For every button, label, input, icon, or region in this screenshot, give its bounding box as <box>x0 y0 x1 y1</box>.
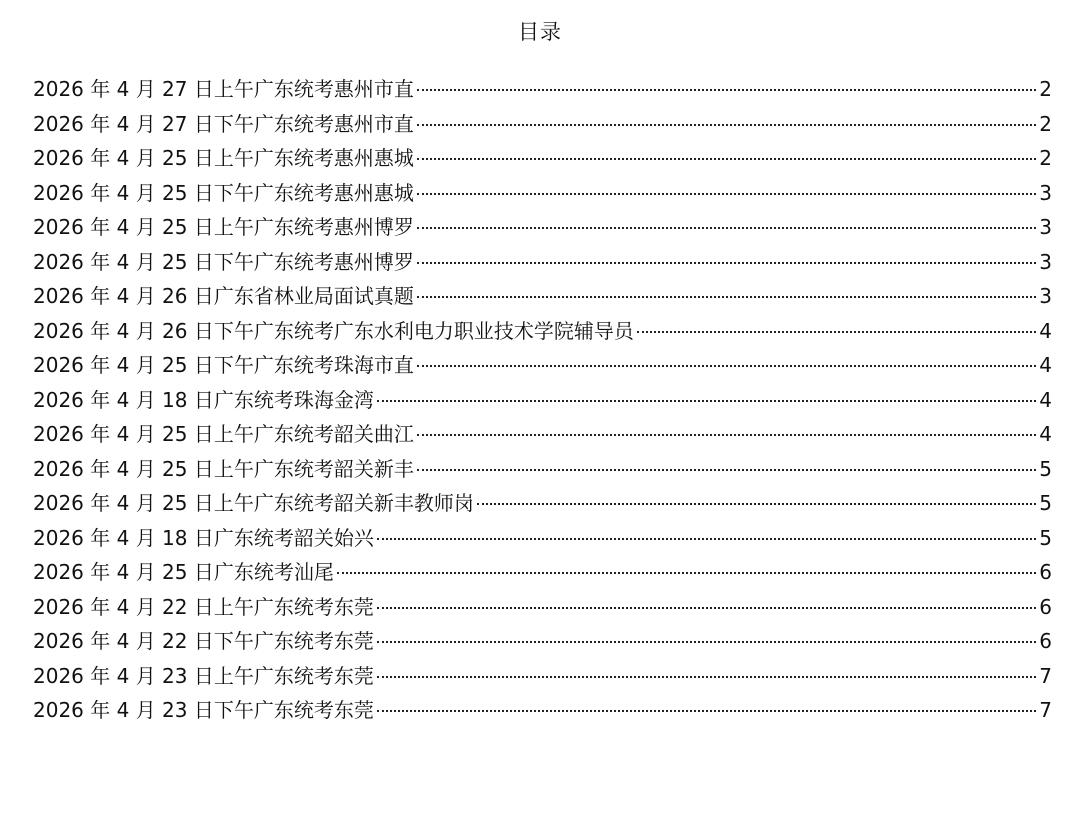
toc-page-number[interactable]: 4 <box>1039 318 1052 343</box>
dot-leader <box>377 400 1036 402</box>
toc-entry[interactable] <box>33 555 1052 590</box>
dot-leader <box>417 296 1036 298</box>
table-of-contents <box>33 72 1052 728</box>
toc-page-number[interactable]: 4 <box>1039 422 1052 446</box>
toc-entry-title[interactable]: 2026 年 4 月 26 日下午广东统考广东水利电力职业技术学院辅导员 <box>33 318 634 343</box>
toc-page-number[interactable]: 7 <box>1039 663 1052 688</box>
toc-page-number[interactable]: 3 <box>1039 180 1052 205</box>
toc-entry-title[interactable]: 2026 年 4 月 25 日广东统考汕尾 <box>33 560 334 584</box>
toc-entry[interactable] <box>33 176 1052 211</box>
toc-entry[interactable] <box>33 417 1052 452</box>
toc-entry-title[interactable]: 2026 年 4 月 25 日下午广东统考惠州博罗 <box>33 249 414 274</box>
toc-page-number[interactable]: 2 <box>1039 146 1052 170</box>
dot-leader <box>377 607 1036 609</box>
toc-entry-title[interactable]: 2026 年 4 月 27 日上午广东统考惠州市直 <box>33 77 414 101</box>
toc-entry[interactable] <box>33 624 1052 659</box>
dot-leader <box>417 434 1036 436</box>
toc-page-number[interactable]: 5 <box>1039 491 1052 515</box>
toc-page-number[interactable]: 7 <box>1039 698 1052 722</box>
toc-entry-title[interactable]: 2026 年 4 月 18 日广东统考韶关始兴 <box>33 525 374 550</box>
toc-entry-title[interactable]: 2026 年 4 月 25 日上午广东统考惠州惠城 <box>33 146 414 170</box>
toc-entry-title[interactable]: 2026 年 4 月 25 日下午广东统考珠海市直 <box>33 353 414 377</box>
dot-leader <box>417 365 1036 367</box>
toc-entry[interactable] <box>33 245 1052 280</box>
toc-entry[interactable] <box>33 521 1052 556</box>
dot-leader <box>337 572 1036 574</box>
toc-entry-title[interactable]: 2026 年 4 月 26 日广东省林业局面试真题 <box>33 284 414 308</box>
toc-entry[interactable] <box>33 210 1052 245</box>
dot-leader <box>637 331 1036 333</box>
dot-leader <box>377 676 1036 678</box>
toc-page-number[interactable]: 5 <box>1039 456 1052 481</box>
toc-page-number[interactable]: 4 <box>1039 353 1052 377</box>
toc-entry[interactable] <box>33 486 1052 521</box>
dot-leader <box>417 227 1036 229</box>
toc-page-number[interactable]: 6 <box>1039 560 1052 584</box>
toc-entry-title[interactable]: 2026 年 4 月 27 日下午广东统考惠州市直 <box>33 111 414 136</box>
toc-entry[interactable] <box>33 348 1052 383</box>
toc-entry[interactable] <box>33 72 1052 107</box>
toc-entry-title[interactable]: 2026 年 4 月 23 日上午广东统考东莞 <box>33 663 374 688</box>
dot-leader <box>417 193 1036 195</box>
toc-entry-title[interactable]: 2026 年 4 月 25 日下午广东统考惠州惠城 <box>33 180 414 205</box>
toc-entry-title[interactable]: 2026 年 4 月 22 日上午广东统考东莞 <box>33 594 374 619</box>
toc-entry-title[interactable]: 2026 年 4 月 18 日广东统考珠海金湾 <box>33 387 374 412</box>
toc-page-number[interactable]: 4 <box>1039 387 1052 412</box>
dot-leader <box>377 538 1036 540</box>
toc-entry-title[interactable]: 2026 年 4 月 25 日上午广东统考韶关曲江 <box>33 422 414 446</box>
toc-page-number[interactable]: 5 <box>1039 525 1052 550</box>
toc-entry[interactable] <box>33 383 1052 418</box>
toc-page-number[interactable]: 2 <box>1039 77 1052 101</box>
toc-page-number[interactable]: 2 <box>1039 111 1052 136</box>
toc-page-number[interactable]: 3 <box>1039 215 1052 239</box>
dot-leader <box>417 158 1036 160</box>
toc-entry-title[interactable]: 2026 年 4 月 23 日下午广东统考东莞 <box>33 698 374 722</box>
page-title: 目录 <box>518 20 562 44</box>
toc-entry-title[interactable]: 2026 年 4 月 25 日上午广东统考韶关新丰教师岗 <box>33 491 474 515</box>
dot-leader <box>377 641 1036 643</box>
toc-entry[interactable] <box>33 141 1052 176</box>
dot-leader <box>377 710 1036 712</box>
dot-leader <box>417 89 1036 91</box>
dot-leader <box>417 262 1036 264</box>
dot-leader <box>477 503 1036 505</box>
toc-entry[interactable] <box>33 590 1052 625</box>
toc-page-number[interactable]: 3 <box>1039 284 1052 308</box>
toc-entry[interactable] <box>33 314 1052 349</box>
toc-page-number[interactable]: 6 <box>1039 629 1052 653</box>
toc-entry[interactable] <box>33 693 1052 728</box>
toc-entry[interactable] <box>33 107 1052 142</box>
toc-entry[interactable] <box>33 452 1052 487</box>
dot-leader <box>417 469 1036 471</box>
toc-page-number[interactable]: 3 <box>1039 249 1052 274</box>
dot-leader <box>417 124 1036 126</box>
toc-entry-title[interactable]: 2026 年 4 月 25 日上午广东统考惠州博罗 <box>33 215 414 239</box>
toc-entry[interactable] <box>33 659 1052 694</box>
toc-page-number[interactable]: 6 <box>1039 594 1052 619</box>
toc-entry-title[interactable]: 2026 年 4 月 22 日下午广东统考东莞 <box>33 629 374 653</box>
toc-entry[interactable] <box>33 279 1052 314</box>
toc-entry-title[interactable]: 2026 年 4 月 25 日上午广东统考韶关新丰 <box>33 456 414 481</box>
